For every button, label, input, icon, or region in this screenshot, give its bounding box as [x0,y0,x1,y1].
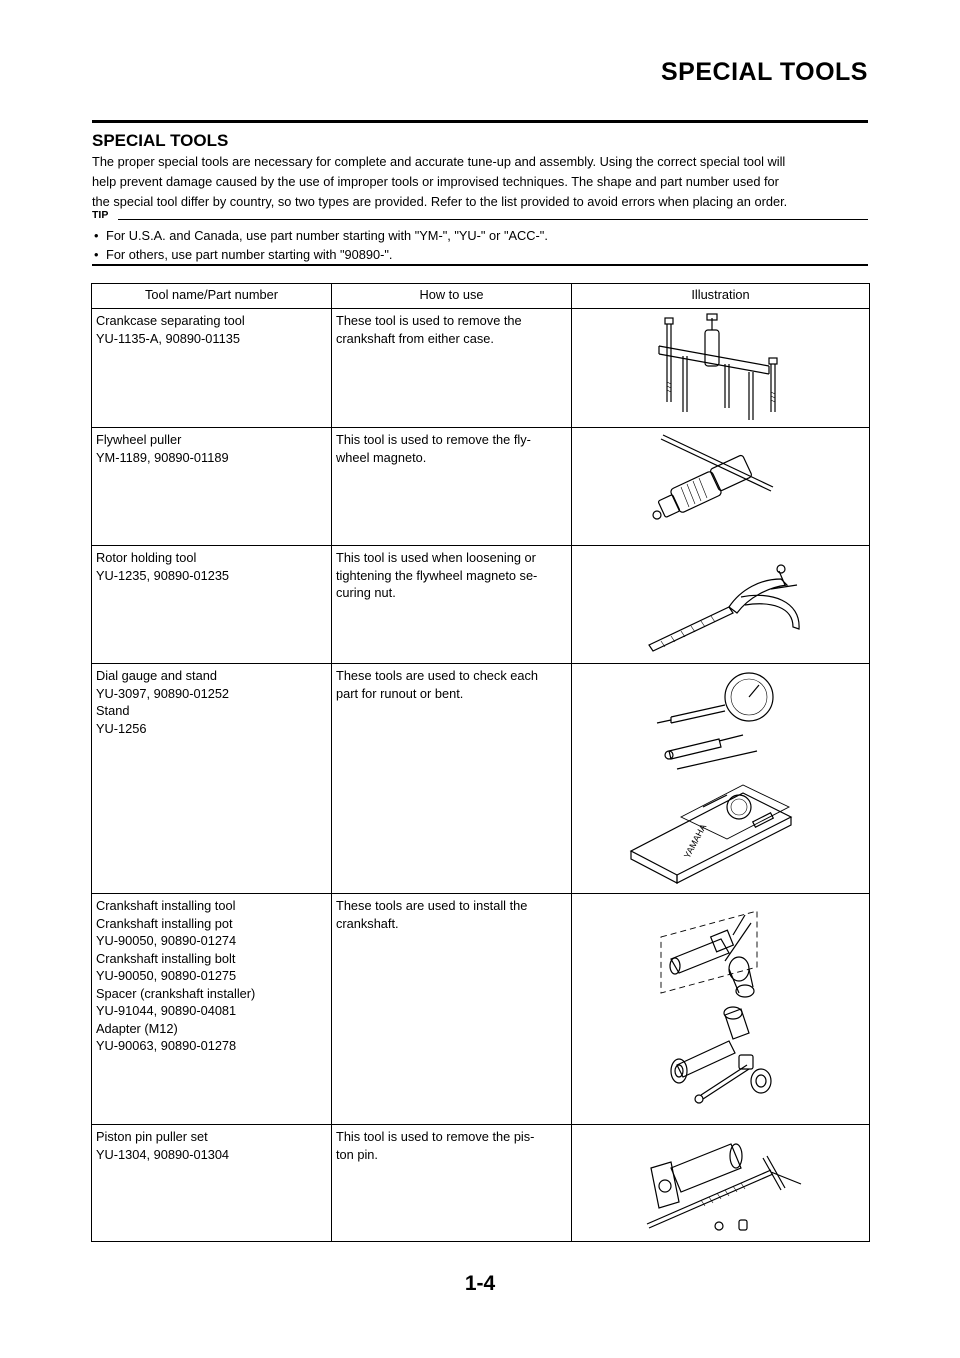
tool-name-line: YU-1135-A, 90890-01135 [96,330,240,346]
usage-cell [332,428,572,546]
usage-cell [332,546,572,664]
tool-name-line: Spacer (crankshaft installer) [96,985,256,1001]
illustration-cell [572,894,870,1125]
table-row [92,546,870,664]
table-header-row [92,284,870,309]
illustration-cell [572,546,870,664]
usage-cell [332,894,572,1125]
section-title: SPECIAL TOOLS [92,131,229,150]
tip-item-text: For U.S.A. and Canada, use part number starting with "YM-", "YU-" or "ACC-". [106,228,548,243]
tool-name-line: Crankshaft installing tool [96,898,236,913]
bullet-icon: • [94,228,99,243]
tool-name-line: Dial gauge and stand [96,668,217,683]
usage-cell [332,1125,572,1242]
tip-list [92,226,548,264]
tool-name-line: YU-90050, 90890-01275 [96,968,237,983]
tool-name-line: Stand [96,703,130,718]
tool-name-line: Rotor holding tool [96,550,197,565]
bullet-icon: • [94,247,99,262]
tool-name-line: YM-1189, 90890-01189 [96,449,229,465]
usage-line: ton pin. [336,1146,378,1162]
tool-name-line: Piston pin puller set [96,1129,208,1144]
usage-line: crankshaft. [336,915,399,931]
tool-name-cell [92,428,332,546]
tool-name-line: Adapter (M12) [96,1020,178,1036]
special-tools-table [91,283,870,1242]
tool-name-line: YU-90050, 90890-01274 [96,933,237,948]
usage-cell [332,664,572,894]
usage-line: These tools are used to check each [336,668,539,683]
table-row [92,664,870,894]
table-row [92,1125,870,1242]
intro-line: The proper special tools are necessary for complete and accurate tune-up and assembly. Using the correct special tool will [92,154,786,169]
usage-line: These tool is used to remove the [336,313,522,328]
illustration-cell [572,664,870,894]
usage-cell [332,309,572,428]
tool-name-cell [92,309,332,428]
usage-line: tightening the flywheel magneto se- [336,567,538,583]
illustration-cell [572,309,870,428]
intro-paragraph [92,152,870,212]
usage-line: These tools are used to install the [336,898,528,913]
tool-name-line: YU-1256 [96,720,147,736]
flywheel-puller-illustration [621,431,821,531]
tool-name-line: YU-1304, 90890-01304 [96,1146,230,1162]
tool-name-cell [92,894,332,1125]
tool-name-line: Crankcase separating tool [96,313,245,328]
column-header-how-to-use: How to use [332,284,572,309]
usage-line: crankshaft from either case. [336,330,494,346]
tip-divider-top [118,219,868,220]
yamaha-case-label: YAMAHA [681,822,708,860]
usage-line: This tool is used to remove the fly- [336,432,531,447]
tip-item [92,226,548,245]
tool-name-cell [92,546,332,664]
usage-line: This tool is used when loosening or [336,550,536,565]
illustration-cell [572,1125,870,1242]
header-divider [92,120,868,123]
intro-line: help prevent damage caused by the use of improper tools or improvised techniques. The shape and part number used for [92,174,779,189]
column-header-tool-name: Tool name/Part number [92,284,332,309]
crankshaft-installing-tool-illustration [621,897,821,1119]
page-header-title: SPECIAL TOOLS [660,58,868,86]
tool-name-line: YU-1235, 90890-01235 [96,567,230,583]
illustration-cell [572,428,870,546]
tool-name-line: Crankshaft installing bolt [96,950,236,966]
tip-label: TIP [92,209,109,221]
table-row [92,894,870,1125]
usage-line: wheel magneto. [336,449,427,465]
crankcase-separating-tool-illustration [621,312,821,424]
tool-name-line: YU-3097, 90890-01252 [96,685,230,701]
piston-pin-puller-illustration [621,1128,821,1238]
tool-name-line: Flywheel puller [96,432,182,447]
tool-name-cell [92,1125,332,1242]
tool-name-line: Crankshaft installing pot [96,915,233,931]
usage-line: This tool is used to remove the pis- [336,1129,535,1144]
table-row [92,428,870,546]
tip-item [92,245,548,264]
tool-name-line: YU-90063, 90890-01278 [96,1038,237,1053]
usage-line: part for runout or bent. [336,685,464,701]
tool-name-line: YU-91044, 90890-04081 [96,1003,237,1018]
tool-name-cell [92,664,332,894]
tip-item-text: For others, use part number starting with "90890-". [106,247,393,262]
table-row [92,309,870,428]
tip-divider-bottom [92,264,868,266]
usage-line: curing nut. [336,585,396,600]
intro-line: the special tool differ by country, so two types are provided. Refer to the list provided to avoid errors when placing an order. [92,194,788,209]
dial-gauge-and-stand-illustration [611,667,831,889]
page-number: 1-4 [464,1272,496,1295]
column-header-illustration: Illustration [572,284,870,309]
rotor-holding-tool-illustration [621,549,821,657]
